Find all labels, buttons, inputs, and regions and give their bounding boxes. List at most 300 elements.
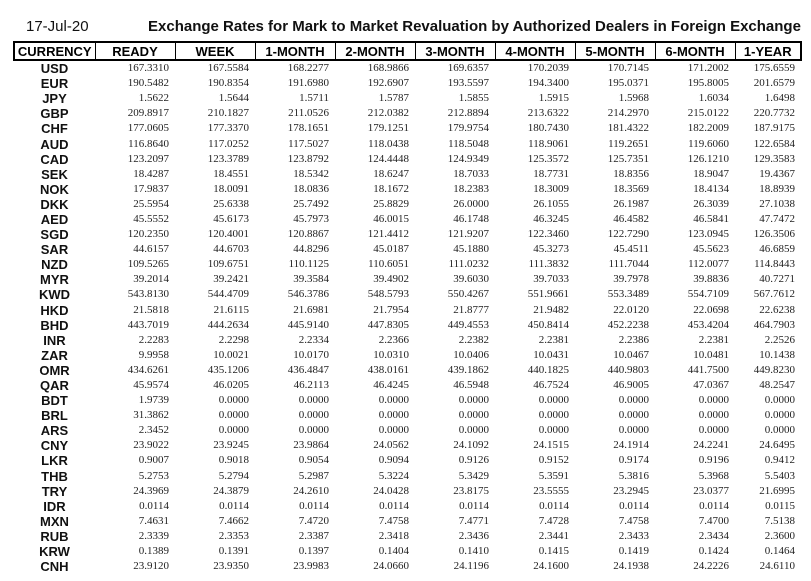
rate-cell-1-month: 46.2113 bbox=[293, 379, 329, 392]
rate-cell-week: 435.1206 bbox=[207, 363, 249, 376]
table-row bbox=[14, 152, 801, 167]
column-header-6-month: 6-MONTH bbox=[655, 42, 735, 60]
rate-cell-week: 25.6338 bbox=[213, 197, 249, 210]
table-row bbox=[14, 453, 801, 468]
table-row bbox=[14, 393, 801, 408]
currency-code: CNH bbox=[40, 559, 69, 575]
table-row bbox=[14, 303, 801, 318]
table-row bbox=[14, 559, 801, 574]
currency-code: THB bbox=[41, 468, 68, 484]
column-header-week: WEEK bbox=[175, 42, 255, 60]
rate-cell-week: 46.0205 bbox=[213, 379, 249, 392]
rate-cell-5-month: 0.0000 bbox=[618, 409, 649, 422]
rate-cell-1-year: 40.7271 bbox=[759, 273, 795, 286]
rate-cell-2-month: 5.3224 bbox=[378, 469, 409, 482]
rate-cell-1-month: 117.5027 bbox=[288, 137, 329, 150]
table-row bbox=[14, 529, 801, 544]
rate-cell-1-year: 7.5138 bbox=[764, 514, 795, 527]
currency-code: ZAR bbox=[41, 347, 68, 363]
rate-cell-ready: 45.5552 bbox=[133, 212, 169, 225]
rate-cell-4-month: 23.5555 bbox=[533, 484, 569, 497]
rate-cell-1-year: 0.0000 bbox=[764, 394, 795, 407]
rate-cell-1-month: 436.4847 bbox=[287, 363, 329, 376]
rate-cell-week: 120.4001 bbox=[207, 228, 249, 241]
rate-cell-1-month: 110.1125 bbox=[288, 258, 329, 271]
currency-code: SGD bbox=[40, 227, 69, 243]
rate-cell-4-month: 122.3460 bbox=[527, 228, 569, 241]
rate-cell-week: 0.0000 bbox=[218, 394, 249, 407]
rate-cell-week: 0.9018 bbox=[218, 454, 249, 467]
rate-cell-ready: 24.3969 bbox=[133, 484, 169, 497]
rate-cell-1-month: 23.9864 bbox=[293, 439, 329, 452]
currency-code: BHD bbox=[40, 317, 69, 333]
rate-cell-1-year: 18.8939 bbox=[759, 182, 795, 195]
currency-code: SEK bbox=[41, 166, 68, 182]
rate-cell-6-month: 0.0000 bbox=[698, 409, 729, 422]
rate-cell-1-month: 1.5711 bbox=[299, 92, 329, 105]
table-row bbox=[14, 484, 801, 499]
rate-cell-3-month: 1.5855 bbox=[458, 92, 489, 105]
rate-cell-5-month: 119.2651 bbox=[608, 137, 649, 150]
table-row bbox=[14, 438, 801, 453]
rate-cell-6-month: 195.8005 bbox=[687, 77, 729, 90]
rate-cell-1-month: 123.8792 bbox=[287, 152, 329, 165]
rate-cell-1-month: 25.7492 bbox=[293, 197, 329, 210]
rate-cell-3-month: 2.2382 bbox=[458, 333, 489, 346]
rate-cell-3-month: 24.1092 bbox=[453, 439, 489, 452]
rate-cell-ready: 167.3310 bbox=[127, 62, 169, 75]
rate-cell-ready: 2.3452 bbox=[138, 424, 169, 437]
rate-cell-1-year: 2.2526 bbox=[764, 333, 795, 346]
rate-cell-5-month: 46.4582 bbox=[613, 212, 649, 225]
rate-cell-3-month: 179.9754 bbox=[447, 122, 489, 135]
rate-cell-5-month: 2.2386 bbox=[618, 333, 649, 346]
currency-code: SAR bbox=[40, 242, 69, 258]
table-row bbox=[14, 318, 801, 333]
currency-code: DKK bbox=[40, 196, 69, 212]
rate-cell-5-month: 39.7978 bbox=[613, 273, 649, 286]
rate-cell-1-month: 2.3387 bbox=[298, 529, 329, 542]
rate-cell-2-month: 21.7954 bbox=[373, 303, 409, 316]
rate-cell-3-month: 121.9207 bbox=[447, 228, 489, 241]
rate-cell-6-month: 119.6060 bbox=[688, 137, 729, 150]
rate-cell-6-month: 47.0367 bbox=[693, 379, 729, 392]
currency-code: NOK bbox=[40, 181, 69, 197]
rate-cell-6-month: 1.6034 bbox=[698, 92, 729, 105]
rate-cell-6-month: 0.0114 bbox=[699, 499, 729, 512]
rate-cell-1-year: 27.1038 bbox=[759, 197, 795, 210]
rate-cell-3-month: 212.8894 bbox=[447, 107, 489, 120]
rate-cell-ready: 2.2283 bbox=[138, 333, 169, 346]
rate-cell-4-month: 0.0000 bbox=[538, 424, 569, 437]
report-title: Exchange Rates for Mark to Market Revaluation by Authorized Dealers in Foreign Exchange bbox=[148, 18, 801, 35]
rate-cell-ready: 9.9958 bbox=[138, 348, 169, 361]
rate-cell-2-month: 24.0428 bbox=[373, 484, 409, 497]
rate-cell-5-month: 2.3433 bbox=[618, 529, 649, 542]
rate-cell-6-month: 18.4134 bbox=[693, 182, 729, 195]
rate-cell-1-year: 22.6238 bbox=[759, 303, 795, 316]
table-row bbox=[14, 348, 801, 363]
currency-code: BDT bbox=[41, 393, 68, 409]
rate-cell-6-month: 112.0077 bbox=[688, 258, 729, 271]
rate-cell-3-month: 193.5597 bbox=[447, 77, 489, 90]
rate-cell-2-month: 0.0000 bbox=[378, 409, 409, 422]
column-header-1-month: 1-MONTH bbox=[255, 42, 335, 60]
rate-cell-5-month: 122.7290 bbox=[607, 228, 649, 241]
rate-cell-ready: 123.2097 bbox=[127, 152, 169, 165]
rate-cell-4-month: 10.0431 bbox=[533, 348, 569, 361]
rate-cell-ready: 209.8917 bbox=[127, 107, 169, 120]
rate-cell-week: 39.2421 bbox=[213, 273, 249, 286]
rate-cell-5-month: 26.1987 bbox=[613, 197, 649, 210]
rate-cell-1-year: 24.6110 bbox=[759, 560, 795, 573]
rate-cell-3-month: 18.2383 bbox=[453, 182, 489, 195]
table-header-row bbox=[14, 42, 801, 60]
rate-cell-2-month: 0.9094 bbox=[378, 454, 409, 467]
rate-cell-3-month: 111.0232 bbox=[448, 258, 489, 271]
rate-cell-4-month: 440.1825 bbox=[527, 363, 569, 376]
rate-cell-ready: 5.2753 bbox=[138, 469, 169, 482]
currency-code: IDR bbox=[43, 498, 66, 514]
rate-cell-6-month: 10.0481 bbox=[693, 348, 729, 361]
rate-cell-2-month: 447.8305 bbox=[367, 318, 409, 331]
rate-cell-1-month: 445.9140 bbox=[287, 318, 329, 331]
rate-cell-6-month: 441.7500 bbox=[687, 363, 729, 376]
rate-cell-3-month: 0.0000 bbox=[458, 409, 489, 422]
rate-cell-4-month: 18.3009 bbox=[533, 182, 569, 195]
rate-cell-2-month: 548.5793 bbox=[367, 288, 409, 301]
rate-cell-3-month: 0.9126 bbox=[458, 454, 489, 467]
rate-cell-2-month: 0.0000 bbox=[378, 394, 409, 407]
rate-cell-4-month: 5.3591 bbox=[538, 469, 569, 482]
column-header-2-month: 2-MONTH bbox=[335, 42, 415, 60]
rate-cell-1-month: 120.8867 bbox=[287, 228, 329, 241]
rate-cell-5-month: 0.0000 bbox=[618, 424, 649, 437]
currency-code: NZD bbox=[41, 257, 68, 273]
rate-cell-5-month: 5.3816 bbox=[618, 469, 649, 482]
rate-cell-ready: 434.6261 bbox=[127, 363, 169, 376]
rate-cell-3-month: 0.1410 bbox=[458, 545, 489, 558]
currency-code: MYR bbox=[40, 272, 69, 288]
rate-cell-1-year: 10.1438 bbox=[759, 348, 795, 361]
rate-cell-2-month: 438.0161 bbox=[367, 363, 409, 376]
rate-cell-5-month: 24.1938 bbox=[613, 560, 649, 573]
rate-cell-1-month: 0.0000 bbox=[298, 424, 329, 437]
rate-cell-3-month: 39.6030 bbox=[453, 273, 489, 286]
rate-cell-4-month: 2.3441 bbox=[538, 529, 569, 542]
rate-cell-4-month: 118.9061 bbox=[528, 137, 569, 150]
rate-cell-5-month: 18.3569 bbox=[613, 182, 649, 195]
currency-code: ARS bbox=[40, 423, 69, 439]
rate-cell-2-month: 110.6051 bbox=[368, 258, 409, 271]
report-date: 17-Jul-20 bbox=[26, 18, 89, 35]
rate-cell-5-month: 1.5968 bbox=[618, 92, 649, 105]
table-row bbox=[14, 182, 801, 197]
rate-cell-ready: 44.6157 bbox=[133, 243, 169, 256]
rate-cell-3-month: 5.3429 bbox=[458, 469, 489, 482]
rate-cell-week: 45.6173 bbox=[213, 212, 249, 225]
rate-cell-4-month: 0.9152 bbox=[538, 454, 569, 467]
rate-cell-2-month: 1.5787 bbox=[378, 92, 409, 105]
exchange-rates-table bbox=[13, 41, 802, 574]
table-row bbox=[14, 106, 801, 121]
rate-cell-6-month: 123.0945 bbox=[687, 228, 729, 241]
rate-cell-4-month: 0.1415 bbox=[538, 545, 569, 558]
rate-cell-week: 44.6703 bbox=[213, 243, 249, 256]
rate-cell-1-month: 211.0526 bbox=[288, 107, 329, 120]
rate-cell-2-month: 124.4448 bbox=[367, 152, 409, 165]
rate-cell-4-month: 46.3245 bbox=[533, 212, 569, 225]
rate-cell-week: 23.9245 bbox=[213, 439, 249, 452]
rate-cell-ready: 443.7019 bbox=[127, 318, 169, 331]
rate-cell-3-month: 46.1748 bbox=[453, 212, 489, 225]
rate-cell-3-month: 24.1196 bbox=[453, 560, 489, 573]
currency-code: CHF bbox=[41, 121, 68, 137]
rate-cell-week: 24.3879 bbox=[213, 484, 249, 497]
currency-code: GBP bbox=[40, 106, 69, 122]
rate-cell-2-month: 24.0660 bbox=[373, 560, 409, 573]
rate-cell-week: 190.8354 bbox=[207, 77, 249, 90]
rate-cell-1-year: 122.6584 bbox=[753, 137, 795, 150]
rate-cell-2-month: 212.0382 bbox=[367, 107, 409, 120]
rate-cell-week: 18.0091 bbox=[213, 182, 249, 195]
rate-cell-week: 18.4551 bbox=[213, 167, 249, 180]
rate-cell-4-month: 2.2381 bbox=[538, 333, 569, 346]
rate-cell-week: 210.1827 bbox=[207, 107, 249, 120]
rate-cell-6-month: 215.0122 bbox=[687, 107, 729, 120]
rate-cell-2-month: 46.4245 bbox=[373, 379, 409, 392]
rate-cell-6-month: 24.2241 bbox=[693, 439, 729, 452]
rate-cell-6-month: 2.3434 bbox=[698, 529, 729, 542]
rate-cell-4-month: 24.1515 bbox=[533, 439, 569, 452]
table-row bbox=[14, 91, 801, 106]
rate-cell-ready: 109.5265 bbox=[127, 258, 169, 271]
rate-cell-4-month: 18.7731 bbox=[533, 167, 569, 180]
rate-cell-4-month: 450.8414 bbox=[527, 318, 569, 331]
rate-cell-week: 7.4662 bbox=[218, 514, 249, 527]
rate-cell-ready: 1.9739 bbox=[138, 394, 169, 407]
rate-cell-5-month: 125.7351 bbox=[607, 152, 649, 165]
rate-cell-1-year: 175.6559 bbox=[753, 62, 795, 75]
rate-cell-ready: 39.2014 bbox=[133, 273, 169, 286]
rate-cell-6-month: 22.0698 bbox=[693, 303, 729, 316]
table-row bbox=[14, 212, 801, 227]
rate-cell-1-month: 0.1397 bbox=[298, 545, 329, 558]
rate-cell-2-month: 24.0562 bbox=[373, 439, 409, 452]
rate-cell-week: 444.2634 bbox=[207, 318, 249, 331]
column-header-4-month: 4-MONTH bbox=[495, 42, 575, 60]
rate-cell-6-month: 7.4700 bbox=[698, 514, 729, 527]
rate-cell-3-month: 439.1862 bbox=[447, 363, 489, 376]
rate-cell-5-month: 440.9803 bbox=[607, 363, 649, 376]
rate-cell-1-month: 18.5342 bbox=[293, 167, 329, 180]
table-row bbox=[14, 60, 801, 76]
rate-cell-1-year: 114.8443 bbox=[754, 258, 795, 271]
rate-cell-week: 0.0000 bbox=[218, 424, 249, 437]
rate-cell-4-month: 125.3572 bbox=[527, 152, 569, 165]
table-row bbox=[14, 227, 801, 242]
rate-cell-5-month: 22.0120 bbox=[613, 303, 649, 316]
table-row bbox=[14, 408, 801, 423]
rate-cell-6-month: 5.3968 bbox=[698, 469, 729, 482]
rate-cell-3-month: 46.5948 bbox=[453, 379, 489, 392]
rate-cell-3-month: 124.9349 bbox=[447, 152, 489, 165]
rate-cell-1-month: 21.6981 bbox=[293, 303, 329, 316]
rate-cell-week: 0.1391 bbox=[218, 545, 249, 558]
column-header-3-month: 3-MONTH bbox=[415, 42, 495, 60]
currency-code: HKD bbox=[40, 302, 69, 318]
rate-cell-4-month: 111.3832 bbox=[528, 258, 569, 271]
rate-cell-2-month: 18.1672 bbox=[373, 182, 409, 195]
rate-cell-5-month: 553.3489 bbox=[607, 288, 649, 301]
rate-cell-4-month: 39.7033 bbox=[533, 273, 569, 286]
rate-cell-2-month: 2.3418 bbox=[378, 529, 409, 542]
rate-cell-week: 2.2298 bbox=[218, 333, 249, 346]
rate-cell-4-month: 46.7524 bbox=[533, 379, 569, 392]
rate-cell-3-month: 2.3436 bbox=[458, 529, 489, 542]
rate-cell-week: 544.4709 bbox=[207, 288, 249, 301]
rate-cell-ready: 0.0114 bbox=[139, 499, 169, 512]
rate-cell-6-month: 171.2002 bbox=[687, 62, 729, 75]
rate-cell-5-month: 10.0467 bbox=[613, 348, 649, 361]
table-row bbox=[14, 136, 801, 151]
rate-cell-week: 10.0021 bbox=[213, 348, 249, 361]
rate-cell-6-month: 0.9196 bbox=[698, 454, 729, 467]
rate-cell-ready: 116.8640 bbox=[128, 137, 169, 150]
rate-cell-week: 21.6115 bbox=[213, 303, 249, 316]
rate-cell-4-month: 551.9661 bbox=[527, 288, 569, 301]
rate-cell-2-month: 18.6247 bbox=[373, 167, 409, 180]
rate-cell-1-month: 0.9054 bbox=[298, 454, 329, 467]
table-row bbox=[14, 242, 801, 257]
rate-cell-1-month: 178.1651 bbox=[287, 122, 329, 135]
rate-cell-2-month: 192.6907 bbox=[367, 77, 409, 90]
rate-cell-4-month: 213.6322 bbox=[527, 107, 569, 120]
rate-cell-1-month: 0.0114 bbox=[299, 499, 329, 512]
rate-cell-2-month: 168.9866 bbox=[367, 62, 409, 75]
rate-cell-4-month: 194.3400 bbox=[527, 77, 569, 90]
rate-cell-5-month: 111.7044 bbox=[608, 258, 649, 271]
table-row bbox=[14, 272, 801, 287]
rate-cell-ready: 31.3862 bbox=[133, 409, 169, 422]
rate-cell-6-month: 46.5841 bbox=[693, 212, 729, 225]
rate-cell-1-month: 0.0000 bbox=[298, 394, 329, 407]
rate-cell-3-month: 45.1880 bbox=[453, 243, 489, 256]
currency-code: KRW bbox=[39, 544, 70, 560]
rate-cell-5-month: 214.2970 bbox=[607, 107, 649, 120]
table-row bbox=[14, 76, 801, 91]
rate-cell-1-month: 39.3584 bbox=[293, 273, 329, 286]
currency-code: AUD bbox=[40, 136, 69, 152]
table-row bbox=[14, 167, 801, 182]
rate-cell-5-month: 170.7145 bbox=[607, 62, 649, 75]
rate-cell-2-month: 7.4758 bbox=[378, 514, 409, 527]
rate-cell-3-month: 18.7033 bbox=[453, 167, 489, 180]
rate-cell-week: 5.2794 bbox=[218, 469, 249, 482]
rate-cell-1-year: 0.9412 bbox=[764, 454, 795, 467]
rate-cell-5-month: 18.8356 bbox=[613, 167, 649, 180]
table-row bbox=[14, 333, 801, 348]
rate-cell-3-month: 449.4553 bbox=[447, 318, 489, 331]
column-header-ready: READY bbox=[95, 42, 175, 60]
table-row bbox=[14, 514, 801, 529]
rate-cell-2-month: 118.0438 bbox=[368, 137, 409, 150]
currency-code: MXN bbox=[40, 513, 69, 529]
rate-cell-1-month: 168.2277 bbox=[287, 62, 329, 75]
rate-cell-3-month: 0.0114 bbox=[459, 499, 489, 512]
rate-cell-1-year: 0.0000 bbox=[764, 409, 795, 422]
currency-code: INR bbox=[43, 332, 66, 348]
rate-cell-1-year: 0.0000 bbox=[764, 424, 795, 437]
rate-cell-5-month: 0.1419 bbox=[618, 545, 649, 558]
rate-cell-5-month: 181.4322 bbox=[607, 122, 649, 135]
table-row bbox=[14, 544, 801, 559]
rate-cell-1-month: 2.2334 bbox=[298, 333, 329, 346]
rate-cell-4-month: 180.7430 bbox=[527, 122, 569, 135]
rate-cell-1-month: 10.0170 bbox=[293, 348, 329, 361]
rate-cell-1-year: 126.3506 bbox=[753, 228, 795, 241]
table-row bbox=[14, 378, 801, 393]
rate-cell-week: 167.5584 bbox=[207, 62, 249, 75]
rate-cell-2-month: 46.0015 bbox=[373, 212, 409, 225]
rate-cell-5-month: 0.0114 bbox=[619, 499, 649, 512]
rate-cell-1-year: 46.6859 bbox=[759, 243, 795, 256]
rate-cell-5-month: 23.2945 bbox=[613, 484, 649, 497]
rate-cell-ready: 21.5818 bbox=[133, 303, 169, 316]
rate-cell-1-year: 187.9175 bbox=[753, 122, 795, 135]
rate-cell-3-month: 169.6357 bbox=[447, 62, 489, 75]
currency-code: BRL bbox=[41, 408, 68, 424]
rate-cell-6-month: 39.8836 bbox=[693, 273, 729, 286]
rate-cell-2-month: 25.8829 bbox=[373, 197, 409, 210]
rate-cell-4-month: 21.9482 bbox=[533, 303, 569, 316]
rate-cell-4-month: 7.4728 bbox=[538, 514, 569, 527]
rate-cell-ready: 17.9837 bbox=[133, 182, 169, 195]
currency-code: LKR bbox=[41, 453, 68, 469]
table-row bbox=[14, 423, 801, 438]
rate-cell-1-year: 5.5403 bbox=[764, 469, 795, 482]
rate-cell-week: 23.9350 bbox=[213, 560, 249, 573]
rate-cell-3-month: 23.8175 bbox=[453, 484, 489, 497]
rate-cell-2-month: 0.0000 bbox=[378, 424, 409, 437]
rate-cell-4-month: 26.1055 bbox=[533, 197, 569, 210]
rate-cell-6-month: 2.2381 bbox=[698, 333, 729, 346]
currency-code: TRY bbox=[41, 483, 68, 499]
rate-cell-4-month: 0.0000 bbox=[538, 409, 569, 422]
currency-code: USD bbox=[40, 61, 69, 77]
rate-cell-ready: 2.3339 bbox=[138, 529, 169, 542]
rate-cell-ready: 190.5482 bbox=[127, 77, 169, 90]
rate-cell-3-month: 0.0000 bbox=[458, 394, 489, 407]
rate-cell-ready: 0.9007 bbox=[138, 454, 169, 467]
table-body bbox=[14, 60, 801, 574]
rate-cell-1-year: 47.7472 bbox=[759, 212, 795, 225]
rate-cell-5-month: 46.9005 bbox=[613, 379, 649, 392]
currency-code: CNY bbox=[40, 438, 69, 454]
rate-cell-2-month: 45.0187 bbox=[373, 243, 409, 256]
rate-cell-ready: 543.8130 bbox=[127, 288, 169, 301]
rate-cell-ready: 177.0605 bbox=[127, 122, 169, 135]
rate-cell-3-month: 118.5048 bbox=[448, 137, 489, 150]
rate-cell-1-year: 24.6495 bbox=[759, 439, 795, 452]
rate-cell-4-month: 0.0114 bbox=[539, 499, 569, 512]
rate-cell-1-year: 1.6498 bbox=[764, 92, 795, 105]
rate-cell-1-year: 201.6579 bbox=[753, 77, 795, 90]
rate-cell-ready: 1.5622 bbox=[138, 92, 169, 105]
rate-cell-1-year: 464.7903 bbox=[753, 318, 795, 331]
rate-cell-5-month: 24.1914 bbox=[613, 439, 649, 452]
rate-cell-1-year: 21.6995 bbox=[759, 484, 795, 497]
